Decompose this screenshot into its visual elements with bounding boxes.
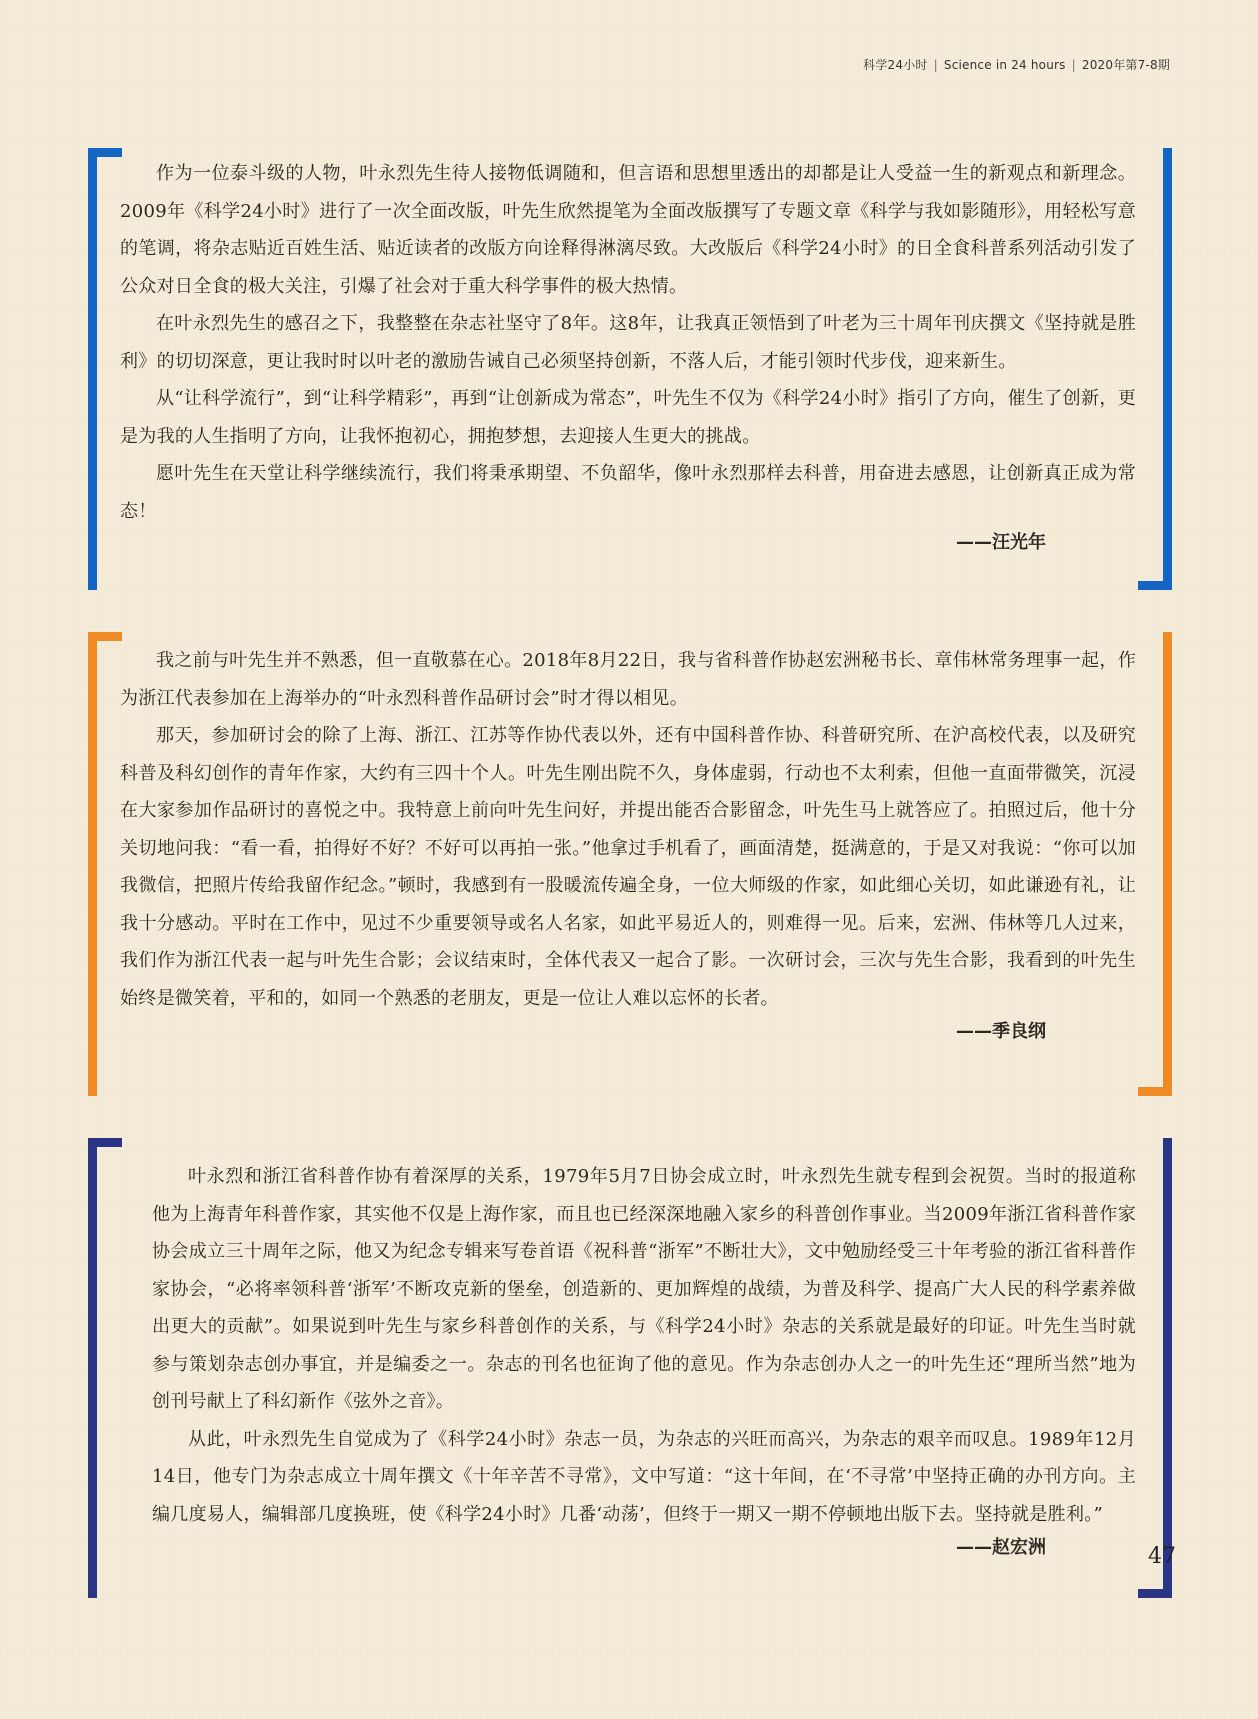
signature: ——季良纲 xyxy=(956,1021,1046,1042)
paragraph: 那天，参加研讨会的除了上海、浙江、江苏等作协代表以外，还有中国科普作协、科普研究所、在沪高校代表，以及研究科普及科幻创作的青年作家，大约有三四十个人。叶先生刚出院不久，身体虚弱，行动也不太利索，但他一直面带微笑，沉浸在大家参加作品研讨的喜悦之中。我特意上前向叶先生问好，并提出能否合影留念，叶先生马上就答应了。拍照过后，他十分关切地问我：“看一看，拍得好不好？不好可以再拍一张。”他拿过手机看了，画面清楚，挺满意的，于是又对我说：“你可以加我微信，把照片传给我留作纪念。”顿时，我感到有一股暖流传遍全身，一位大师级的作家，如此细心关切，如此谦逊有礼，让我十分感动。平时在工作中，见过不少重要领导或名人名家，如此平易近人的，则难得一见。后来，宏洲、伟林等几人过来，我们作为浙江代表一起与叶先生合影；会议结束时，全体代表又一起合了影。一次研讨会，三次与先生合影，我看到的叶先生始终是微笑着，平和的，如同一个熟悉的老朋友，更是一位让人难以忘怀的长者。 xyxy=(120,725,1136,1009)
page-number: 47 xyxy=(1148,1544,1176,1569)
paragraph: 从此，叶永烈先生自觉成为了《科学24小时》杂志一员，为杂志的兴旺而高兴，为杂志的艰辛而叹息。1989年12月14日，他专门为杂志成立十周年撰文《十年辛苦不寻常》，文中写道：“这十年间，在‘不寻常’中坚持正确的办刊方向。主编几度易人，编辑部几度换班，使《科学24小时》几番‘动荡’，但终于一期又一期不停顿地出版下去。坚持就是胜利。” xyxy=(152,1428,1136,1525)
section-1-content xyxy=(88,148,1172,590)
header-separator: | xyxy=(933,58,938,72)
paragraph: 从“让科学流行”，到“让科学精彩”，再到“让创新成为常态”，叶先生不仅为《科学24小时》指引了方向，催生了创新，更是为我的人生指明了方向，让我怀抱初心，拥抱梦想，去迎接人生更大的挑战。 xyxy=(120,388,1136,447)
paragraph: 在叶永烈先生的感召之下，我整整在杂志社坚守了8年。这8年，让我真正领悟到了叶老为三十周年刊庆撰文《坚持就是胜利》的切切深意，更让我时时以叶老的激励告诫自己必须坚持创新，不落人后，才能引领时代步伐，迎来新生。 xyxy=(120,313,1136,372)
signature: ——汪光年 xyxy=(956,532,1046,553)
section-3-content xyxy=(88,1138,1172,1598)
paragraph: 愿叶先生在天堂让科学继续流行，我们将秉承期望、不负韶华，像叶永烈那样去科普，用奋进去感恩，让创新真正成为常态！ xyxy=(120,463,1136,522)
running-header xyxy=(863,56,1170,73)
paragraph: 我之前与叶先生并不熟悉，但一直敬慕在心。2018年8月22日，我与省科普作协赵宏洲秘书长、章伟林常务理事一起，作为浙江代表参加在上海举办的“叶永烈科普作品研讨会”时才得以相见。 xyxy=(120,650,1136,709)
tribute-section-2 xyxy=(88,632,1172,1096)
section-2-content xyxy=(88,632,1172,1096)
tribute-section-1 xyxy=(88,148,1172,590)
paragraph: 作为一位泰斗级的人物，叶永烈先生待人接物低调随和，但言语和思想里透出的却都是让人受益一生的新观点和新理念。2009年《科学24小时》进行了一次全面改版，叶先生欣然提笔为全面改版撰写了专题文章《科学与我如影随形》，用轻松写意的笔调，将杂志贴近百姓生活、贴近读者的改版方向诠释得淋漓尽致。大改版后《科学24小时》的日全食科普系列活动引发了公众对日全食的极大关注，引爆了社会对于重大科学事件的极大热情。 xyxy=(120,163,1136,297)
tribute-section-3 xyxy=(88,1138,1172,1598)
header-magazine-cn: 科学24小时 xyxy=(863,58,928,72)
paragraph: 叶永烈和浙江省科普作协有着深厚的关系，1979年5月7日协会成立时，叶永烈先生就专程到会祝贺。当时的报道称他为上海青年科普作家，其实他不仅是上海作家，而且也已经深深地融入家乡的科普创作事业。当2009年浙江省科普作家协会成立三十周年之际，他又为纪念专辑来写卷首语《祝科普“浙军”不断壮大》，文中勉励经受三十年考验的浙江省科普作家协会，“必将率领科普‘浙军’不断攻克新的堡垒，创造新的、更加辉煌的战绩，为普及科学、提高广大人民的科学素养做出更大的贡献”。如果说到叶先生与家乡科普创作的关系，与《科学24小时》杂志的关系就是最好的印证。叶先生当时就参与策划杂志创办事宜，并是编委之一。杂志的刊名也征询了他的意见。作为杂志创办人之一的叶先生还“理所当然”地为创刊号献上了科幻新作《弦外之音》。 xyxy=(152,1166,1136,1412)
signature: ——赵宏洲 xyxy=(956,1537,1046,1558)
header-magazine-en: Science in 24 hours xyxy=(943,58,1066,72)
header-separator: | xyxy=(1071,58,1076,72)
header-issue: 2020年第7-8期 xyxy=(1081,58,1170,72)
